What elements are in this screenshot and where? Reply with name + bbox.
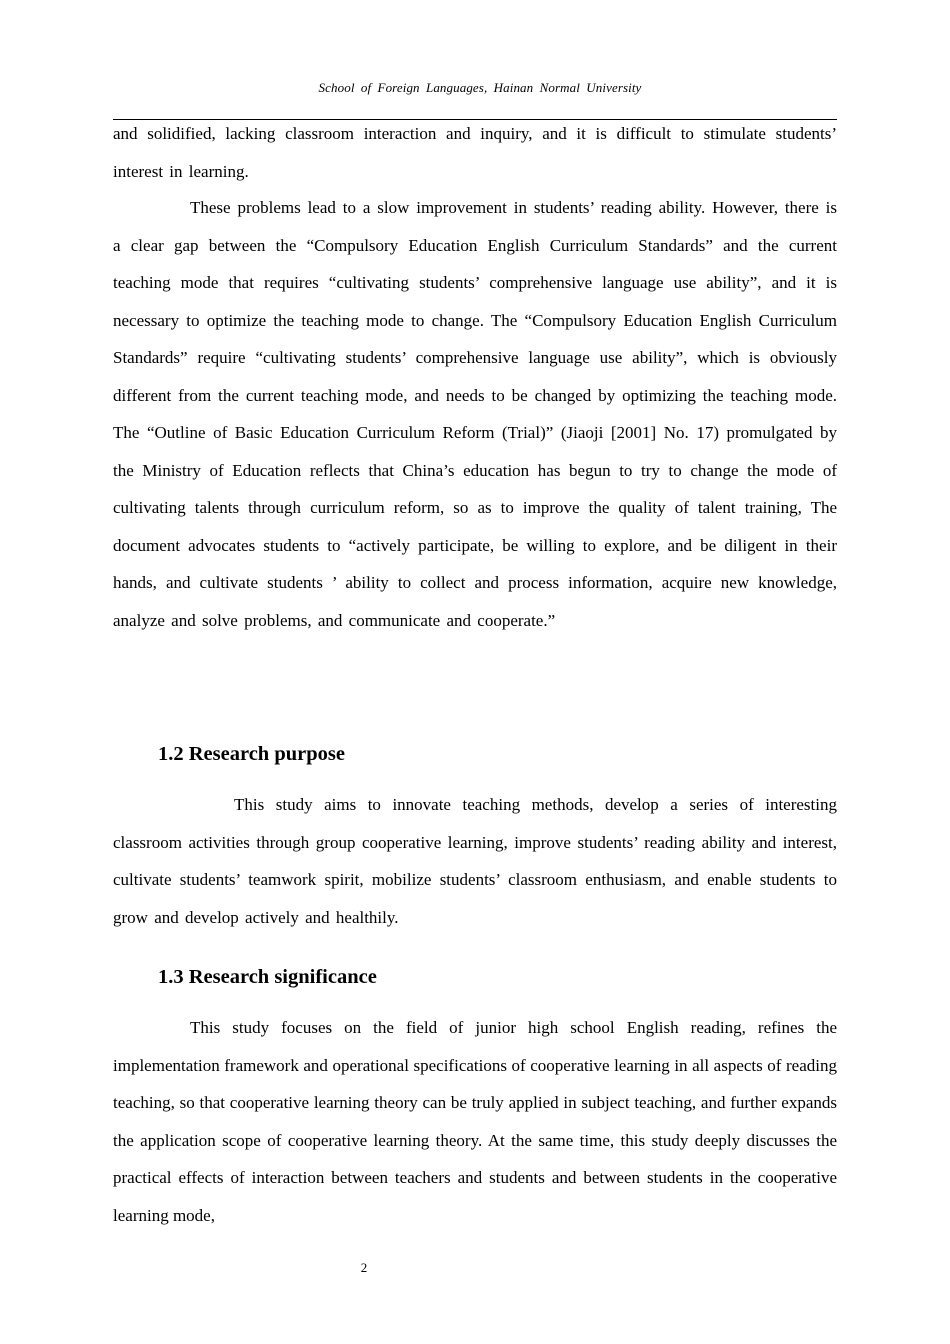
page-number: 2 bbox=[360, 1260, 368, 1275]
section-heading-research-significance: 1.3 Research significance bbox=[158, 966, 377, 988]
running-header: School of Foreign Languages, Hainan Normal University bbox=[318, 80, 642, 95]
research-purpose-paragraph: This study aims to innovate teaching methods, develop a series of interesting classroom activities through group cooperative learning, improve students’ reading ability and interest, cultivate students’ teamwork spirit, mobilize students’ classroom enthusiasm, and enable students to grow and develop actively and healthily. bbox=[113, 795, 837, 927]
continuation-paragraph: and solidified, lacking classroom interaction and inquiry, and it is difficult to stimulate students’ interest in learning. bbox=[113, 124, 837, 181]
section-heading-research-purpose: 1.2 Research purpose bbox=[158, 743, 345, 765]
problems-paragraph: These problems lead to a slow improvement in students’ reading ability. However, there is a clear gap between the “Compulsory Education English Curriculum Standards” and the current teaching mode that requires “cultivating students’ comprehensive language use ability”, and it is necessary to optimize the teaching mode to change. The “Compulsory Education English Curriculum Standards” require “cultivating students’ comprehensive language use ability”, which is obviously different from the current teaching mode, and needs to be changed by optimizing the teaching mode. The “Outline of Basic Education Curriculum Reform (Trial)” (Jiaoji [2001] No. 17) promulgated by the Ministry of Education reflects that China’s education has begun to try to change the mode of cultivating talents through curriculum reform, so as to improve the quality of talent training, The document advocates students to “actively participate, be willing to explore, and be diligent in their hands, and cultivate students ’ ability to collect and process information, acquire new knowledge, analyze and solve problems, and communicate and cooperate.” bbox=[113, 198, 837, 630]
research-significance-paragraph: This study focuses on the field of junior high school English reading, refines the implementation framework and operational specifications of cooperative learning in all aspects of reading teaching, so that cooperative learning theory can be truly applied in subject teaching, and further expands the application scope of cooperative learning theory. At the same time, this study deeply discusses the practical effects of interaction between teachers and students and between students in the cooperative learning mode, bbox=[113, 1018, 837, 1225]
